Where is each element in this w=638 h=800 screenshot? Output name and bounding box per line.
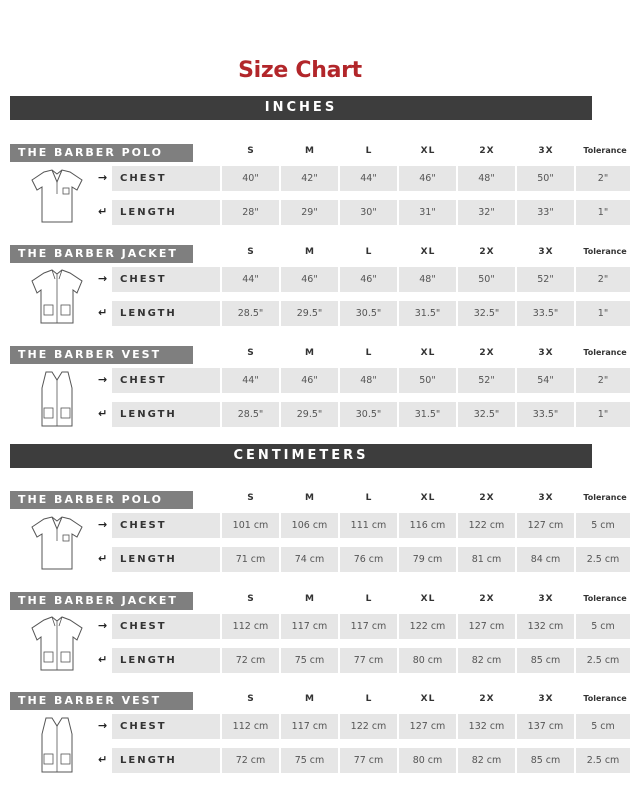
arrow-right-icon: →: [98, 518, 108, 531]
arrow-down-icon: ↵: [98, 407, 108, 420]
measurement-cell: 1": [576, 200, 630, 225]
measurement-cell: 33": [517, 200, 574, 225]
garment-name: THE BARBER VEST: [10, 692, 193, 710]
measurement-cell: 112 cm: [222, 614, 279, 639]
measurement-cell: 72 cm: [222, 648, 279, 673]
measurement-label: CHEST: [112, 714, 220, 739]
arrow-right-icon: →: [98, 373, 108, 386]
polo-shirt-icon: [22, 511, 92, 577]
measurement-cell: 2.5 cm: [576, 648, 630, 673]
measurement-label: CHEST: [112, 368, 220, 393]
size-header: 2X: [479, 348, 495, 358]
size-header: Tolerance: [583, 348, 627, 357]
size-header: Tolerance: [583, 146, 627, 155]
size-header: L: [365, 247, 373, 257]
garment-block: [10, 491, 627, 581]
size-header: L: [365, 146, 373, 156]
measurement-cell: 2.5 cm: [576, 547, 630, 572]
measurement-cell: 30.5": [340, 402, 397, 427]
size-header: S: [247, 493, 255, 503]
measurement-cell: 46": [399, 166, 456, 191]
size-header: 2X: [479, 493, 495, 503]
jacket-icon: [22, 265, 92, 331]
size-header: M: [305, 146, 315, 156]
measurement-cell: 82 cm: [458, 748, 515, 773]
measurement-cell: 80 cm: [399, 648, 456, 673]
measurement-label: CHEST: [112, 166, 220, 191]
measurement-label: LENGTH: [112, 402, 220, 427]
measurement-cell: 127 cm: [517, 513, 574, 538]
measurement-cell: 5 cm: [576, 513, 630, 538]
size-header: 3X: [538, 694, 554, 704]
size-header: 3X: [538, 493, 554, 503]
section-heading-centimeters: CENTIMETERS: [10, 444, 592, 468]
measurement-cell: 77 cm: [340, 648, 397, 673]
size-header: 2X: [479, 694, 495, 704]
measurement-cell: 2.5 cm: [576, 748, 630, 773]
size-header: XL: [420, 694, 436, 704]
measurement-cell: 117 cm: [281, 614, 338, 639]
size-header: S: [247, 348, 255, 358]
measurement-cell: 122 cm: [458, 513, 515, 538]
measurement-label: LENGTH: [112, 748, 220, 773]
measurement-cell: 32.5": [458, 402, 515, 427]
size-header: L: [365, 348, 373, 358]
measurement-cell: 1": [576, 301, 630, 326]
measurement-cell: 2": [576, 267, 630, 292]
measurement-cell: 40": [222, 166, 279, 191]
polo-shirt-icon: [22, 164, 92, 230]
garment-name: THE BARBER POLO: [10, 144, 193, 162]
size-header: Tolerance: [583, 594, 627, 603]
measurement-cell: 79 cm: [399, 547, 456, 572]
measurement-cell: 30": [340, 200, 397, 225]
arrow-right-icon: →: [98, 619, 108, 632]
measurement-label: LENGTH: [112, 648, 220, 673]
measurement-cell: 29": [281, 200, 338, 225]
measurement-cell: 127 cm: [458, 614, 515, 639]
measurement-label: CHEST: [112, 614, 220, 639]
measurement-cell: 74 cm: [281, 547, 338, 572]
measurement-cell: 31.5": [399, 402, 456, 427]
measurement-cell: 1": [576, 402, 630, 427]
size-header: S: [247, 594, 255, 604]
size-header: XL: [420, 146, 436, 156]
size-header: Tolerance: [583, 493, 627, 502]
measurement-cell: 5 cm: [576, 614, 630, 639]
measurement-cell: 127 cm: [399, 714, 456, 739]
size-header: 3X: [538, 594, 554, 604]
arrow-down-icon: ↵: [98, 753, 108, 766]
measurement-cell: 31": [399, 200, 456, 225]
measurement-label: LENGTH: [112, 200, 220, 225]
size-header: Tolerance: [583, 694, 627, 703]
measurement-cell: 28.5": [222, 301, 279, 326]
garment-name: THE BARBER VEST: [10, 346, 193, 364]
measurement-cell: 44": [222, 368, 279, 393]
measurement-cell: 111 cm: [340, 513, 397, 538]
jacket-icon: [22, 612, 92, 678]
measurement-cell: 117 cm: [340, 614, 397, 639]
measurement-cell: 85 cm: [517, 748, 574, 773]
measurement-cell: 5 cm: [576, 714, 630, 739]
measurement-cell: 116 cm: [399, 513, 456, 538]
measurement-cell: 137 cm: [517, 714, 574, 739]
measurement-cell: 50": [458, 267, 515, 292]
measurement-cell: 42": [281, 166, 338, 191]
measurement-cell: 75 cm: [281, 648, 338, 673]
measurement-cell: 81 cm: [458, 547, 515, 572]
measurement-cell: 48": [399, 267, 456, 292]
arrow-right-icon: →: [98, 171, 108, 184]
page-title: Size Chart: [238, 58, 362, 83]
measurement-cell: 106 cm: [281, 513, 338, 538]
measurement-cell: 33.5": [517, 402, 574, 427]
measurement-cell: 72 cm: [222, 748, 279, 773]
measurement-cell: 101 cm: [222, 513, 279, 538]
arrow-down-icon: ↵: [98, 205, 108, 218]
measurement-label: CHEST: [112, 513, 220, 538]
measurement-cell: 85 cm: [517, 648, 574, 673]
size-header: M: [305, 694, 315, 704]
measurement-cell: 84 cm: [517, 547, 574, 572]
size-header: Tolerance: [583, 247, 627, 256]
measurement-cell: 50": [399, 368, 456, 393]
measurement-cell: 52": [458, 368, 515, 393]
measurement-cell: 30.5": [340, 301, 397, 326]
size-header: M: [305, 247, 315, 257]
measurement-cell: 48": [458, 166, 515, 191]
measurement-cell: 80 cm: [399, 748, 456, 773]
measurement-cell: 48": [340, 368, 397, 393]
measurement-cell: 46": [340, 267, 397, 292]
size-header: M: [305, 493, 315, 503]
measurement-cell: 2": [576, 166, 630, 191]
measurement-cell: 33.5": [517, 301, 574, 326]
measurement-cell: 29.5": [281, 402, 338, 427]
size-header: M: [305, 348, 315, 358]
measurement-cell: 132 cm: [458, 714, 515, 739]
size-header: L: [365, 493, 373, 503]
measurement-cell: 46": [281, 267, 338, 292]
measurement-label: LENGTH: [112, 301, 220, 326]
size-header: M: [305, 594, 315, 604]
vest-icon: [22, 712, 92, 778]
size-header: S: [247, 146, 255, 156]
measurement-cell: 82 cm: [458, 648, 515, 673]
measurement-cell: 50": [517, 166, 574, 191]
arrow-down-icon: ↵: [98, 552, 108, 565]
size-header: S: [247, 694, 255, 704]
arrow-right-icon: →: [98, 719, 108, 732]
measurement-cell: 44": [222, 267, 279, 292]
measurement-cell: 71 cm: [222, 547, 279, 572]
measurement-cell: 2": [576, 368, 630, 393]
measurement-cell: 76 cm: [340, 547, 397, 572]
size-header: 3X: [538, 247, 554, 257]
size-header: XL: [420, 493, 436, 503]
measurement-label: CHEST: [112, 267, 220, 292]
size-header: XL: [420, 348, 436, 358]
section-heading-inches: INCHES: [10, 96, 592, 120]
garment-block: [10, 245, 627, 335]
garment-name: THE BARBER JACKET: [10, 245, 193, 263]
size-header: 3X: [538, 146, 554, 156]
vest-icon: [22, 366, 92, 432]
size-header: L: [365, 694, 373, 704]
measurement-cell: 44": [340, 166, 397, 191]
arrow-down-icon: ↵: [98, 306, 108, 319]
measurement-cell: 29.5": [281, 301, 338, 326]
measurement-cell: 117 cm: [281, 714, 338, 739]
measurement-cell: 28": [222, 200, 279, 225]
measurement-cell: 122 cm: [399, 614, 456, 639]
measurement-cell: 52": [517, 267, 574, 292]
garment-block: [10, 692, 627, 782]
measurement-cell: 75 cm: [281, 748, 338, 773]
measurement-cell: 54": [517, 368, 574, 393]
arrow-right-icon: →: [98, 272, 108, 285]
garment-name: THE BARBER JACKET: [10, 592, 193, 610]
garment-block: [10, 346, 627, 436]
size-header: 2X: [479, 594, 495, 604]
measurement-cell: 32": [458, 200, 515, 225]
arrow-down-icon: ↵: [98, 653, 108, 666]
size-header: XL: [420, 594, 436, 604]
garment-block: [10, 144, 627, 234]
measurement-cell: 46": [281, 368, 338, 393]
size-header: 2X: [479, 146, 495, 156]
size-header: 2X: [479, 247, 495, 257]
measurement-cell: 77 cm: [340, 748, 397, 773]
measurement-cell: 122 cm: [340, 714, 397, 739]
size-header: S: [247, 247, 255, 257]
size-header: 3X: [538, 348, 554, 358]
measurement-cell: 31.5": [399, 301, 456, 326]
size-header: XL: [420, 247, 436, 257]
measurement-cell: 32.5": [458, 301, 515, 326]
measurement-cell: 112 cm: [222, 714, 279, 739]
garment-block: [10, 592, 627, 682]
measurement-cell: 28.5": [222, 402, 279, 427]
size-header: L: [365, 594, 373, 604]
measurement-cell: 132 cm: [517, 614, 574, 639]
garment-name: THE BARBER POLO: [10, 491, 193, 509]
measurement-label: LENGTH: [112, 547, 220, 572]
